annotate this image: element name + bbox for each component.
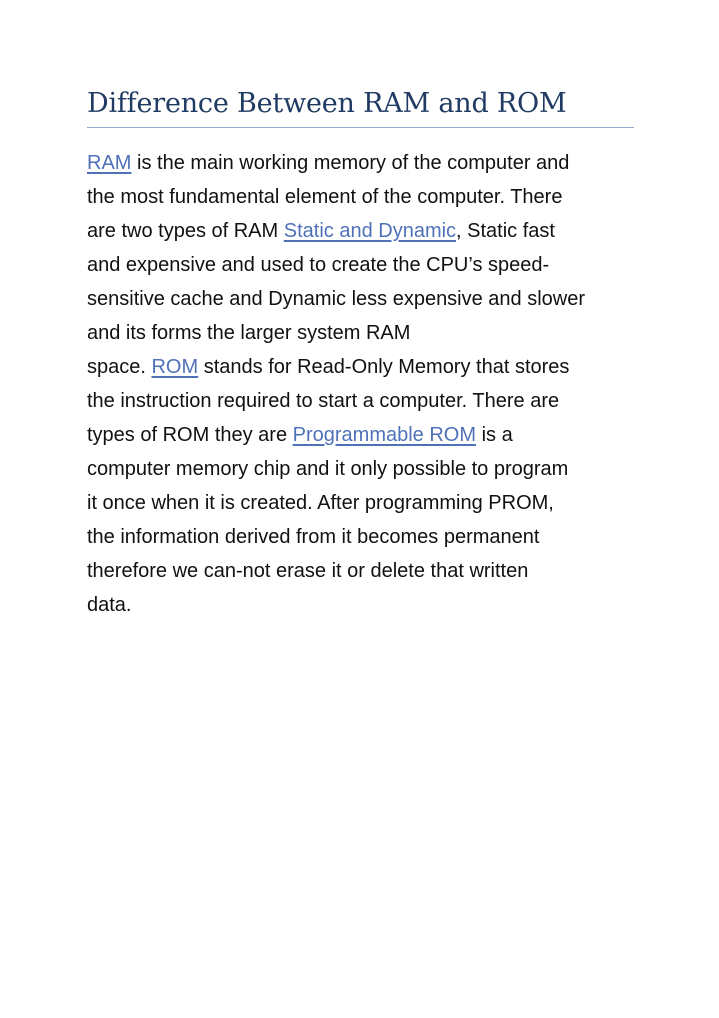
text-line-11: it once when it is created. After programming PROM, xyxy=(87,492,554,514)
text-line-13: therefore we can-not erase it or delete that written xyxy=(87,560,529,582)
text-line-3 xyxy=(87,214,647,248)
programmable-rom-link[interactable]: Programmable ROM xyxy=(292,424,477,446)
text-line-12: the information derived from it becomes permanent xyxy=(87,526,540,548)
article-body xyxy=(87,146,647,622)
page-title: Difference Between RAM and ROM xyxy=(87,88,567,119)
text-segment: is a xyxy=(476,424,513,446)
text-segment: space. xyxy=(87,356,152,378)
text-line-9 xyxy=(87,418,647,452)
rom-link[interactable]: ROM xyxy=(151,356,199,378)
static-and-dynamic-link[interactable]: Static and Dynamic xyxy=(283,220,457,242)
text-line-8: the instruction required to start a computer. There are xyxy=(87,390,560,412)
text-line-4: and expensive and used to create the CPU’s speed- xyxy=(87,254,550,276)
text-line-1 xyxy=(87,146,647,180)
text-line-14: data. xyxy=(87,594,132,616)
text-segment: is the main working memory of the computer and xyxy=(131,152,570,174)
text-line-2: the most fundamental element of the computer. There xyxy=(87,186,563,208)
text-segment: are two types of RAM xyxy=(87,220,284,242)
text-segment: , Static fast xyxy=(456,220,555,242)
text-line-10: computer memory chip and it only possible to program xyxy=(87,458,569,480)
text-line-7 xyxy=(87,350,647,384)
text-segment: stands for Read-Only Memory that stores xyxy=(198,356,570,378)
text-segment: types of ROM they are xyxy=(87,424,293,446)
ram-link[interactable]: RAM xyxy=(87,152,132,174)
text-line-6: and its forms the larger system RAM xyxy=(87,322,411,344)
text-line-5: sensitive cache and Dynamic less expensive and slower xyxy=(87,288,586,310)
title-divider xyxy=(87,127,634,128)
